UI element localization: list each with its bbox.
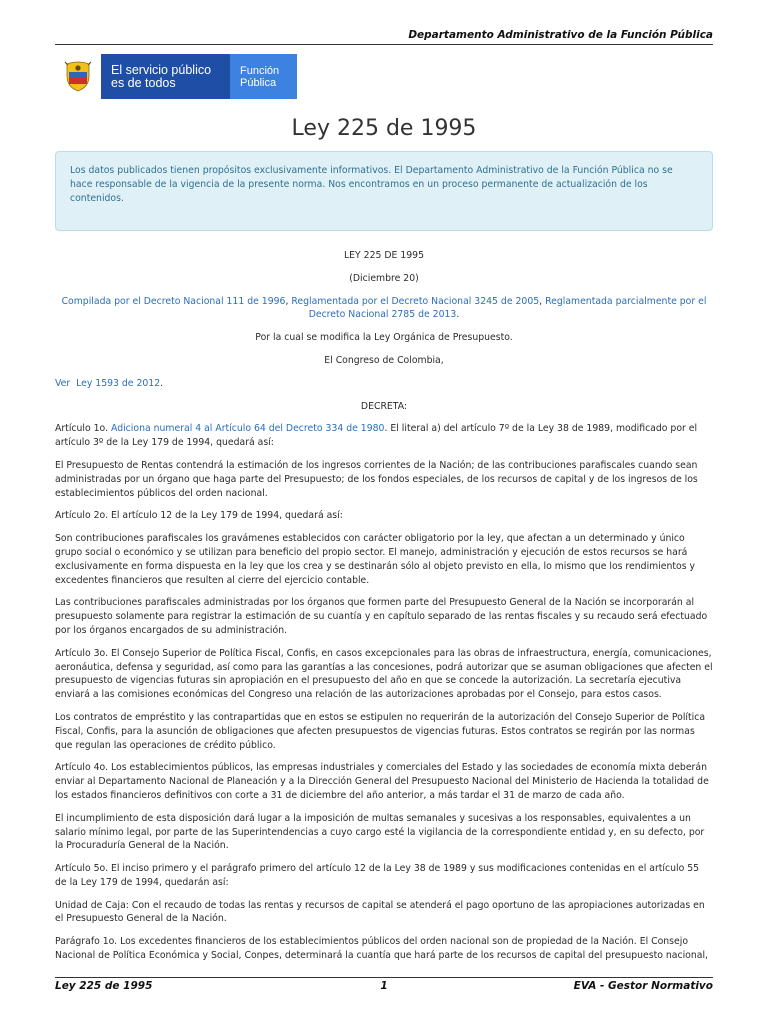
coat-of-arms-icon bbox=[55, 54, 101, 99]
logo-brand-line1: Función bbox=[240, 64, 280, 77]
footer-law-name: Ley 225 de 1995 bbox=[55, 980, 153, 992]
link-end: . bbox=[456, 309, 460, 321]
footer-source: EVA - Gestor Normativo bbox=[573, 980, 713, 992]
law-paragraph: El Presupuesto de Rentas contendrá la estimación de los ingresos corrientes de la Nación; de las contribuciones parafiscales cuando sean administradas por un órgano que haga parte del Presupuesto; de los fondos especiales, de los recursos de capital y de los ingresos de los establecimientos públicos del orden nacional. bbox=[55, 459, 698, 499]
footer-page-number: 1 bbox=[380, 980, 388, 992]
law-heading: LEY 225 DE 1995 bbox=[343, 250, 425, 261]
link-decreto-3245-2005[interactable]: Reglamentada por el Decreto Nacional 3245 de 2005 bbox=[291, 295, 540, 307]
document-title: Ley 225 de 1995 bbox=[291, 116, 477, 141]
law-paragraph: Artículo 2o. El artículo 12 de la Ley 179 de 1994, quedará así: bbox=[55, 510, 343, 522]
law-paragraph: Los contratos de empréstito y las contrapartidas que en estos se estipulen no requerirán de la autorización del Consejo Superior de Política Fiscal, Confis, para la asunción de obligaciones que afecten presupuestos de vigencias futuras. Estos contratos se regirán por las normas que regulan las operaciones de crédito público. bbox=[55, 711, 706, 751]
law-paragraph: Parágrafo 1o. Los excedentes financieros de los establecimientos públicos del orden nacional son de propiedad de la Nación. El Consejo Nacional de Política Económica y Social, Conpes, determinará la cuantía que hará parte de los recursos de capital del presupuesto nacional, bbox=[55, 936, 708, 962]
see-prefix[interactable]: Ver bbox=[55, 377, 77, 389]
logo-slogan bbox=[101, 64, 211, 89]
page-header: Departamento Administrativo de la Función Pública bbox=[408, 29, 713, 41]
link-decreto-2785-2013[interactable]: Reglamentada parcialmente por el Decreto Nacional 2785 de 2013 bbox=[308, 295, 707, 321]
law-see-also bbox=[55, 377, 713, 391]
header-divider bbox=[55, 44, 713, 45]
article-1-text: . El literal a) del artículo 7º de la Ley 38 de 1989, modificado por el artículo 3º de la Ley 179 de 1994, quedará así: bbox=[55, 423, 698, 449]
logo bbox=[55, 54, 297, 99]
law-date: (Diciembre 20) bbox=[349, 272, 419, 284]
see-suffix: . bbox=[160, 377, 164, 389]
logo-slogan-line2: es de todos bbox=[111, 75, 176, 90]
page-footer bbox=[55, 980, 713, 994]
link-decreto-334-1980[interactable]: Adiciona numeral 4 al Artículo 64 del Decreto 334 de 1980 bbox=[111, 423, 385, 435]
article-1-prefix: Artículo 1o. bbox=[55, 423, 111, 435]
law-paragraph: Artículo 3o. El Consejo Superior de Política Fiscal, Confis, en casos excepcionales para las obras de infraestructura, energía, comunicaciones, aeronáutica, defensa y seguridad, así como para las garantías a las concesiones, podrá autorizar que se asuman obligaciones que afecten el presupuesto de vigencias futuras sin apropiación en el presupuesto del año en que se concede la autorización. La secretaría ejecutiva enviará a las comisiones económicas del Congreso una relación de las autorizaciones aprobadas por el Consejo, para estos casos. bbox=[55, 647, 713, 701]
link-separator: , bbox=[285, 295, 292, 307]
law-compilation-links bbox=[55, 295, 713, 323]
law-paragraph: Artículo 4o. Los establecimientos públicos, las empresas industriales y comerciales del Estado y las sociedades de economía mixta deberán enviar al Departamento Nacional de Planeación y a la Dirección General del Presupuesto Nacional del Ministerio de Hacienda la totalidad de los estados financieros definitivos con corte a 31 de diciembre del año anterior, a más tardar el 31 de marzo de cada año. bbox=[55, 762, 709, 801]
law-paragraph: Unidad de Caja: Con el recaudo de todas las rentas y recursos de capital se atenderá el pago oportuno de las apropiaciones autorizadas en el Presupuesto General de la Nación. bbox=[55, 899, 705, 925]
law-paragraph: El incumplimiento de esta disposición dará lugar a la imposición de multas semanales y sucesivas a los responsables, equivalentes a un salario mínimo legal, por parte de las Superintendencias a cuyo cargo esté la vigilancia de la correspondiente entidad y, en su defecto, por la Procuraduría General de la Nación. bbox=[55, 812, 705, 852]
law-congress: El Congreso de Colombia, bbox=[324, 354, 444, 366]
logo-slogan-line1: El servicio público bbox=[111, 63, 212, 77]
law-paragraph: Son contribuciones parafiscales los gravámenes establecidos con carácter obligatorio por la ley, que afectan a un determinado y único grupo social o económico y se utilizan para beneficio del propio sector. El manejo, administración y ejecución de estos recursos se hará exclusivamente en forma dispuesta en la ley que los crea y se destinarán sólo al objeto previsto en ella, lo mismo que los rendimientos y excedentes financieros que resulten al cierre del ejercicio contable. bbox=[55, 533, 696, 586]
law-paragraph: Las contribuciones parafiscales administradas por los órganos que formen parte del Presupuesto General de la Nación se incorporarán al presupuesto solamente para registrar la estimación de su cuantía y en capítulo separado de las rentas fiscales y su recaudo será efectuado por los órganos encargados de su administración. bbox=[55, 597, 708, 636]
link-decreto-111-1996[interactable]: Compilada por el Decreto Nacional 111 de 1996 bbox=[61, 295, 286, 307]
logo-left-panel bbox=[55, 54, 230, 99]
article-1 bbox=[55, 422, 713, 450]
law-decreta: DECRETA: bbox=[360, 400, 408, 412]
law-subject: Por la cual se modifica la Ley Orgánica de Presupuesto. bbox=[255, 332, 513, 344]
link-ley-1593-2012[interactable]: Ley 1593 de 2012 bbox=[76, 377, 161, 389]
disclaimer-notice: Los datos publicados tienen propósitos exclusivamente informativos. El Departamento Administrativo de la Función Pública no se hace responsable de la vigencia de la presente norma. Nos encontramos en un proceso permanente de actualización de los contenidos. bbox=[55, 151, 713, 231]
logo-brand-line2: Pública bbox=[240, 76, 277, 89]
logo-brand bbox=[230, 54, 297, 99]
footer-divider bbox=[55, 977, 713, 978]
law-paragraph: Artículo 5o. El inciso primero y el parágrafo primero del artículo 12 de la Ley 38 de 1989 y sus modificaciones contenidas en el artículo 55 de la Ley 179 de 1994, quedarán así: bbox=[55, 863, 700, 888]
link-separator: , bbox=[539, 295, 546, 307]
law-content bbox=[55, 249, 713, 972]
